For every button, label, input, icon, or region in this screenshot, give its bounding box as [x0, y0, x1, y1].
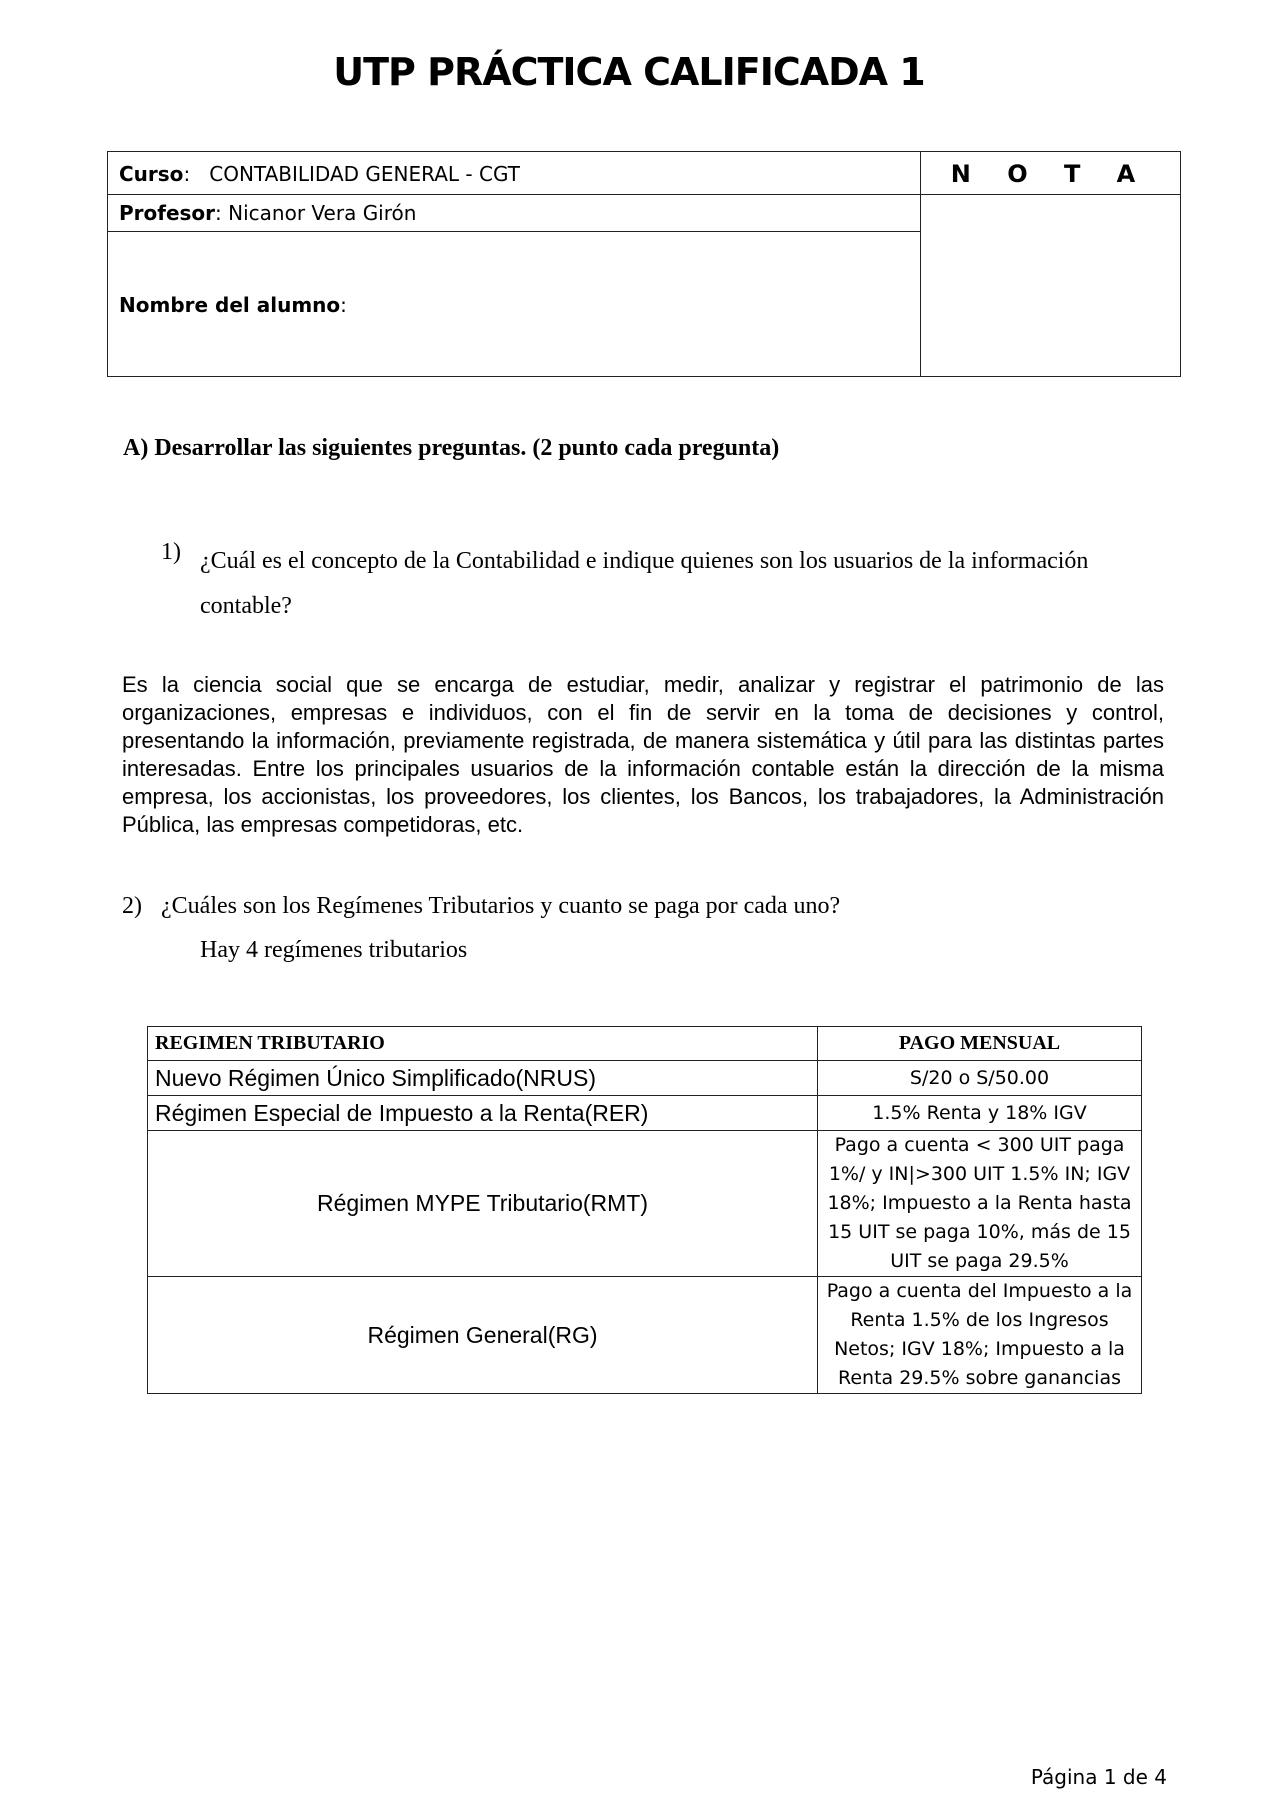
pago-cell: Pago a cuenta < 300 UIT paga 1%/ y IN|>300 UIT 1.5% IN; IGV 18%; Impuesto a la Renta hasta 15 UIT se paga 10%, más de 15 UIT se paga 29.5% [818, 1131, 1142, 1277]
regimes-table [147, 1026, 1142, 1394]
table-header-row [148, 1027, 1142, 1061]
pago-cell: Pago a cuenta del Impuesto a la Renta 1.5% de los Ingresos Netos; IGV 18%; Impuesto a la Renta 29.5% sobre ganancias [818, 1277, 1142, 1394]
alumno-row: Nombre del alumno: [119, 293, 347, 317]
alumno-label: Nombre del alumno [119, 293, 341, 317]
table-row [148, 1131, 1142, 1277]
question-2-text: ¿Cuáles son los Regímenes Tributarios y cuanto se paga por cada uno? [161, 893, 841, 919]
question-1-number: 1) [161, 539, 181, 565]
table-row [148, 1061, 1142, 1096]
table-row [148, 1277, 1142, 1394]
question-2-number: 2) [122, 893, 142, 919]
regimen-cell: Régimen MYPE Tributario(RMT) [148, 1131, 818, 1277]
page-title: UTP PRÁCTICA CALIFICADA 1 [333, 50, 925, 94]
column-header-pago: PAGO MENSUAL [818, 1027, 1142, 1061]
question-1-answer: Es la ciencia social que se encarga de estudiar, medir, analizar y registrar el patrimonio de las organizaciones, empresas e individuos, con el fin de servir en la toma de decisiones y control, presentando la información, previamente registrada, de manera sistemática y útil para las distintas partes interesadas. Entre los principales usuarios de la información contable están la dirección de la misma empresa, los accionistas, los proveedores, los clientes, los Bancos, los trabajadores, la Administración Pública, las empresas competidoras, etc. [122, 672, 1164, 837]
question-1-text: ¿Cuál es el concepto de la Contabilidad e indique quienes son los usuarios de la información contable? [200, 548, 1089, 619]
curso-row: Curso: CONTABILIDAD GENERAL - CGT [119, 162, 520, 186]
column-header-regimen: REGIMEN TRIBUTARIO [148, 1027, 818, 1061]
profesor-label: Profesor [119, 201, 216, 225]
regimen-cell: Régimen General(RG) [148, 1277, 818, 1394]
curso-value: CONTABILIDAD GENERAL - CGT [209, 162, 520, 186]
regimen-cell: Régimen Especial de Impuesto a la Renta(RER) [148, 1096, 818, 1131]
page-number: Página 1 de 4 [1030, 1765, 1167, 1789]
profesor-row: Profesor: Nicanor Vera Girón [119, 201, 417, 225]
header-info-table [107, 151, 1181, 377]
table-row [148, 1096, 1142, 1131]
nota-label: N O T A [950, 160, 1150, 188]
section-a-heading: A) Desarrollar las siguientes preguntas. (2 punto cada pregunta) [123, 435, 780, 461]
curso-label: Curso [119, 162, 184, 186]
question-2-subtext: Hay 4 regímenes tributarios [200, 937, 468, 963]
profesor-value: Nicanor Vera Girón [228, 201, 417, 225]
regimen-cell: Nuevo Régimen Único Simplificado(NRUS) [148, 1061, 818, 1096]
pago-cell: 1.5% Renta y 18% IGV [818, 1096, 1142, 1131]
pago-cell: S/20 o S/50.00 [818, 1061, 1142, 1096]
